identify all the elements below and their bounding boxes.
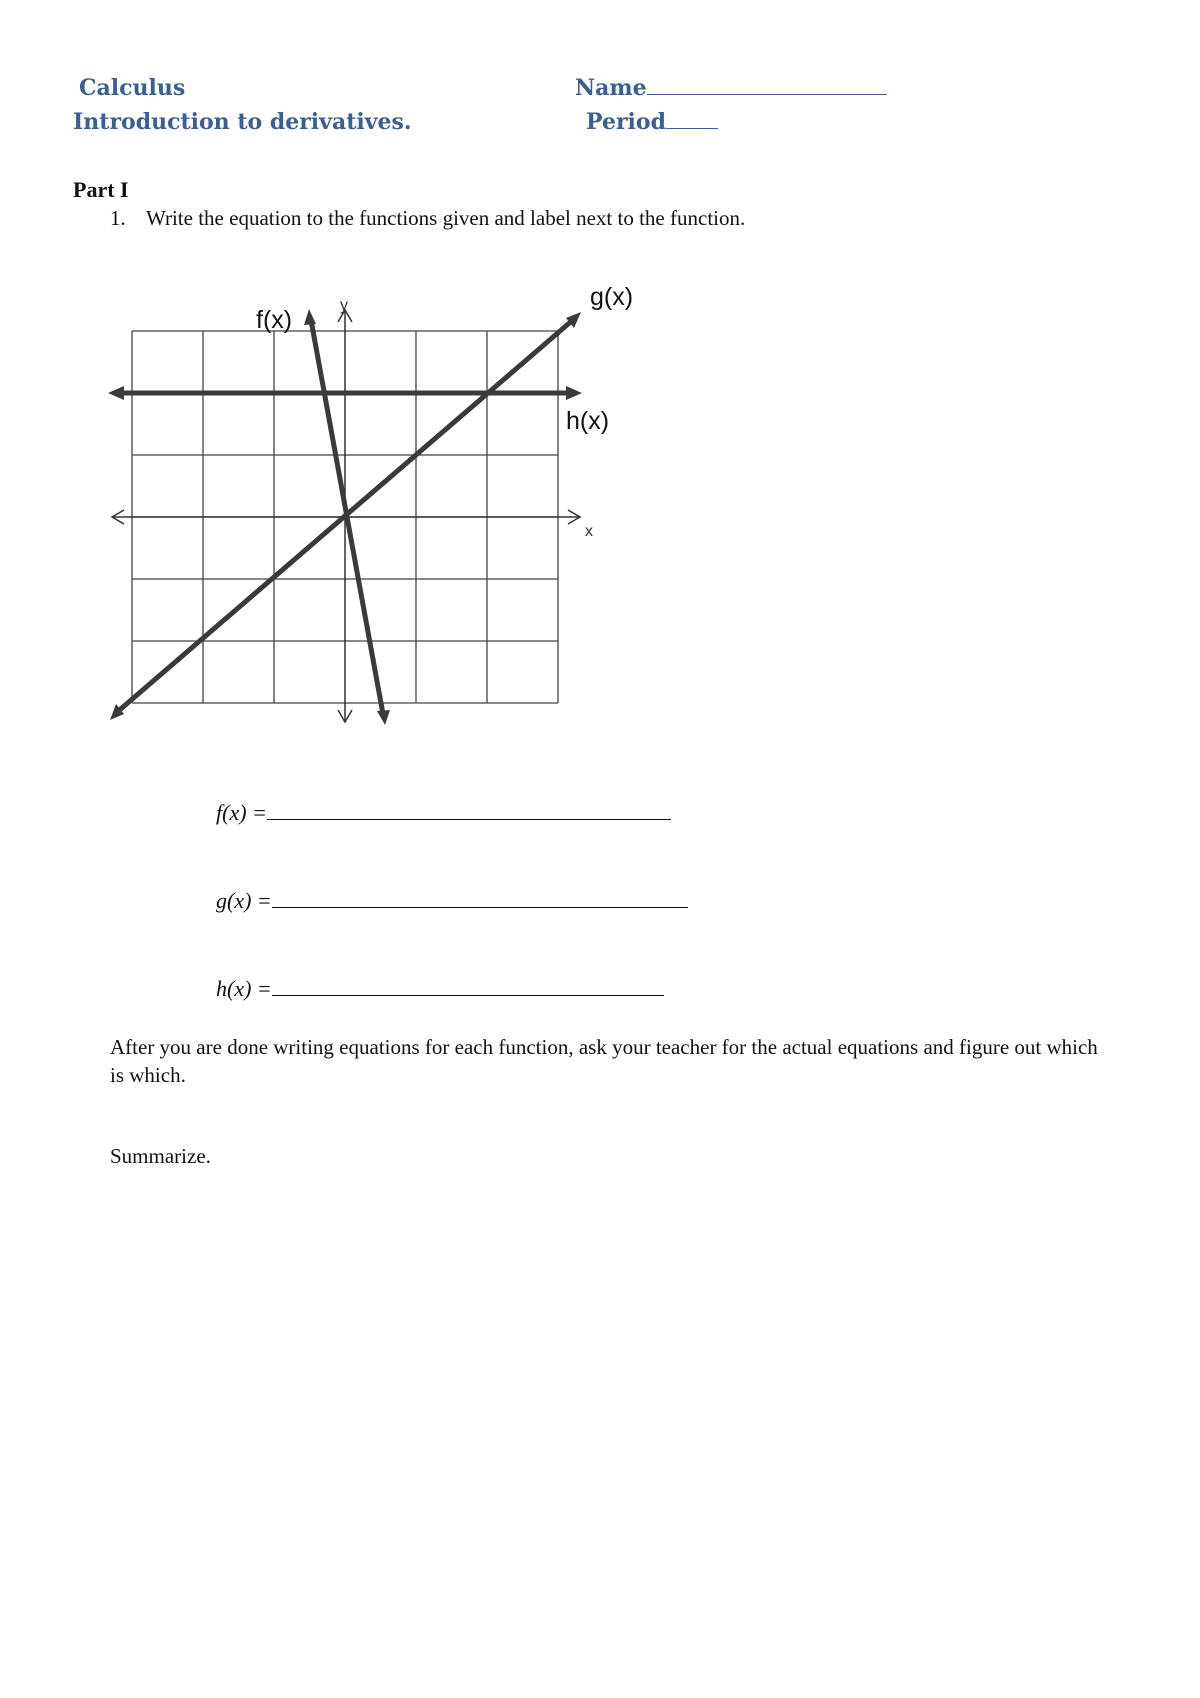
g-answer-label: g(x) =	[216, 888, 272, 913]
f-answer[interactable]	[216, 800, 671, 826]
h-label: h(x)	[566, 407, 610, 435]
summarize-label: Summarize.	[110, 1144, 211, 1168]
topic-title: Introduction to derivatives.	[73, 109, 412, 135]
y-axis-label: y	[340, 297, 348, 314]
h-answer[interactable]	[216, 976, 664, 1002]
instructions-text: After you are done writing equations for each function, ask your teacher for the actual equations and figure out which is which.	[110, 1035, 1098, 1087]
part-title: Part I	[73, 177, 129, 202]
period-label: Period	[586, 109, 666, 135]
h-answer-blank[interactable]	[272, 977, 664, 996]
g-answer[interactable]	[216, 888, 688, 914]
g-answer-blank[interactable]	[272, 889, 688, 908]
name-label: Name	[575, 75, 647, 101]
x-axis-label: x	[585, 523, 593, 540]
question-text: Write the equation to the functions given and label next to the function.	[146, 206, 746, 230]
g-label: g(x)	[590, 283, 634, 311]
question-number: 1.	[110, 206, 126, 230]
f-answer-label: f(x) =	[216, 800, 267, 825]
f-label: f(x)	[256, 306, 293, 334]
h-answer-label: h(x) =	[216, 976, 272, 1001]
course-title: Calculus	[79, 75, 186, 101]
f-answer-blank[interactable]	[267, 801, 671, 820]
